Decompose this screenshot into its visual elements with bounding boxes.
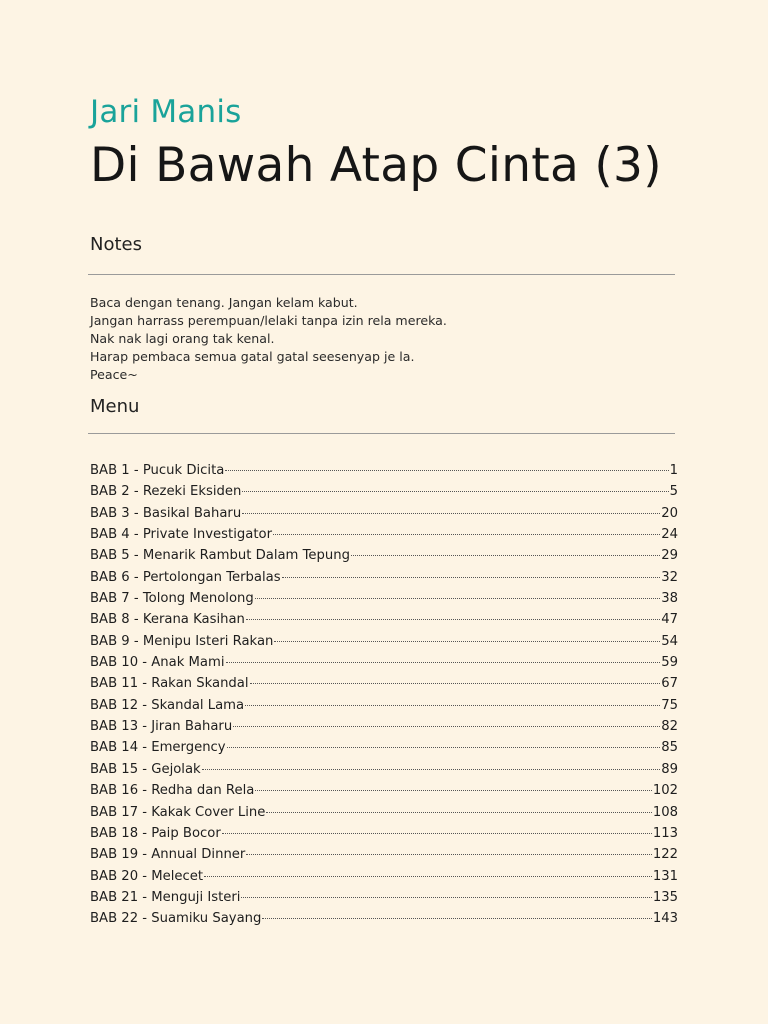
toc-entry-page-number: 20 <box>661 505 678 521</box>
toc-dot-leader <box>242 491 668 492</box>
toc-dot-leader <box>246 854 651 855</box>
toc-entry[interactable] <box>90 805 678 826</box>
toc-entry[interactable] <box>90 719 678 740</box>
notes-line: Harap pembaca semua gatal gatal seesenyap je la. <box>90 349 415 364</box>
toc-entry-title[interactable]: BAB 14 - Emergency <box>90 740 226 756</box>
toc-entry-page-number: 54 <box>661 633 678 649</box>
toc-dot-leader <box>250 683 661 684</box>
book-title: Di Bawah Atap Cinta (3) <box>90 138 662 193</box>
notes-body <box>90 294 447 384</box>
toc-entry-title[interactable]: BAB 22 - Suamiku Sayang <box>90 911 262 927</box>
author-name: Jari Manis <box>90 94 242 130</box>
toc-dot-leader <box>282 577 661 578</box>
toc-entry-page-number: 143 <box>652 911 678 927</box>
toc-dot-leader <box>273 534 660 535</box>
toc-entry-title[interactable]: BAB 13 - Jiran Baharu <box>90 719 233 735</box>
toc-dot-leader <box>262 918 651 919</box>
notes-divider <box>88 274 675 275</box>
toc-entry-title[interactable]: BAB 10 - Anak Mami <box>90 655 225 671</box>
toc-entry-page-number: 85 <box>661 740 678 756</box>
toc-entry-title[interactable]: BAB 21 - Menguji Isteri <box>90 889 241 905</box>
toc-dot-leader <box>222 833 652 834</box>
toc-entry-title[interactable]: BAB 7 - Tolong Menolong <box>90 591 254 607</box>
toc-entry-page-number: 32 <box>661 569 678 585</box>
toc-entry[interactable] <box>90 527 678 548</box>
toc-entry[interactable] <box>90 911 678 932</box>
toc-entry[interactable] <box>90 463 678 484</box>
notes-heading: Notes <box>90 234 142 255</box>
toc-entry[interactable] <box>90 676 678 697</box>
toc-entry-page-number: 135 <box>652 889 678 905</box>
toc-entry-title[interactable]: BAB 5 - Menarik Rambut Dalam Tepung <box>90 548 350 564</box>
toc-entry-page-number: 89 <box>661 761 678 777</box>
toc-entry-page-number: 108 <box>652 804 678 820</box>
toc-entry-title[interactable]: BAB 15 - Gejolak <box>90 761 201 777</box>
toc-dot-leader <box>225 470 668 471</box>
toc-entry[interactable] <box>90 783 678 804</box>
toc-entry[interactable] <box>90 548 678 569</box>
toc-dot-leader <box>202 769 661 770</box>
toc-entry[interactable] <box>90 762 678 783</box>
toc-entry-page-number: 29 <box>661 548 678 564</box>
toc-entry-title[interactable]: BAB 6 - Pertolongan Terbalas <box>90 569 281 585</box>
toc-entry[interactable] <box>90 634 678 655</box>
notes-line: Jangan harrass perempuan/lelaki tanpa izin rela mereka. <box>90 313 447 328</box>
toc-entry-page-number: 67 <box>661 676 678 692</box>
notes-line: Baca dengan tenang. Jangan kelam kabut. <box>90 295 358 310</box>
toc-entry-title[interactable]: BAB 16 - Redha dan Rela <box>90 783 255 799</box>
toc-entry[interactable] <box>90 612 678 633</box>
toc-entry[interactable] <box>90 740 678 761</box>
toc-entry-page-number: 75 <box>661 697 678 713</box>
toc-entry[interactable] <box>90 890 678 911</box>
toc-entry[interactable] <box>90 847 678 868</box>
toc-dot-leader <box>227 747 661 748</box>
toc-dot-leader <box>245 705 660 706</box>
toc-entry-title[interactable]: BAB 3 - Basikal Baharu <box>90 505 242 521</box>
toc-dot-leader <box>274 641 660 642</box>
toc-entry-title[interactable]: BAB 17 - Kakak Cover Line <box>90 804 266 820</box>
toc-entry-page-number: 5 <box>669 484 678 500</box>
toc-entry-title[interactable]: BAB 11 - Rakan Skandal <box>90 676 249 692</box>
toc-entry-title[interactable]: BAB 8 - Kerana Kasihan <box>90 612 245 628</box>
toc-entry[interactable] <box>90 655 678 676</box>
toc-entry[interactable] <box>90 698 678 719</box>
toc-dot-leader <box>226 662 661 663</box>
menu-heading: Menu <box>90 396 140 417</box>
toc-entry-page-number: 82 <box>661 719 678 735</box>
toc-entry-title[interactable]: BAB 9 - Menipu Isteri Rakan <box>90 633 274 649</box>
toc-entry[interactable] <box>90 506 678 527</box>
toc-entry-page-number: 102 <box>652 783 678 799</box>
toc-entry-page-number: 131 <box>652 868 678 884</box>
toc-entry-page-number: 47 <box>661 612 678 628</box>
toc-entry[interactable] <box>90 826 678 847</box>
toc-dot-leader <box>255 598 660 599</box>
toc-entry-page-number: 1 <box>669 463 678 478</box>
toc-dot-leader <box>242 513 660 514</box>
toc-entry-page-number: 113 <box>652 825 678 841</box>
toc-entry[interactable] <box>90 869 678 890</box>
toc-dot-leader <box>241 897 651 898</box>
toc-dot-leader <box>255 790 651 791</box>
notes-line: Peace~ <box>90 367 138 382</box>
toc-entry-title[interactable]: BAB 18 - Paip Bocor <box>90 825 221 841</box>
toc-entry-title[interactable]: BAB 4 - Private Investigator <box>90 527 272 543</box>
toc-entry-title[interactable]: BAB 20 - Melecet <box>90 868 204 884</box>
toc-entry-title[interactable]: BAB 2 - Rezeki Eksiden <box>90 484 242 500</box>
toc-entry[interactable] <box>90 570 678 591</box>
toc-dot-leader <box>204 876 652 877</box>
toc-entry-title[interactable]: BAB 19 - Annual Dinner <box>90 847 246 863</box>
toc-dot-leader <box>246 619 660 620</box>
menu-divider <box>88 433 675 434</box>
toc-entry-page-number: 59 <box>661 655 678 671</box>
toc-dot-leader <box>266 812 651 813</box>
table-of-contents <box>90 463 678 933</box>
toc-entry-page-number: 122 <box>652 847 678 863</box>
toc-entry-title[interactable]: BAB 12 - Skandal Lama <box>90 697 245 713</box>
toc-dot-leader <box>351 555 660 556</box>
toc-entry-page-number: 38 <box>661 591 678 607</box>
toc-dot-leader <box>233 726 660 727</box>
toc-entry-title[interactable]: BAB 1 - Pucuk Dicita <box>90 463 225 478</box>
toc-entry-page-number: 24 <box>661 527 678 543</box>
notes-line: Nak nak lagi orang tak kenal. <box>90 331 275 346</box>
toc-entry[interactable] <box>90 591 678 612</box>
toc-entry[interactable] <box>90 484 678 505</box>
